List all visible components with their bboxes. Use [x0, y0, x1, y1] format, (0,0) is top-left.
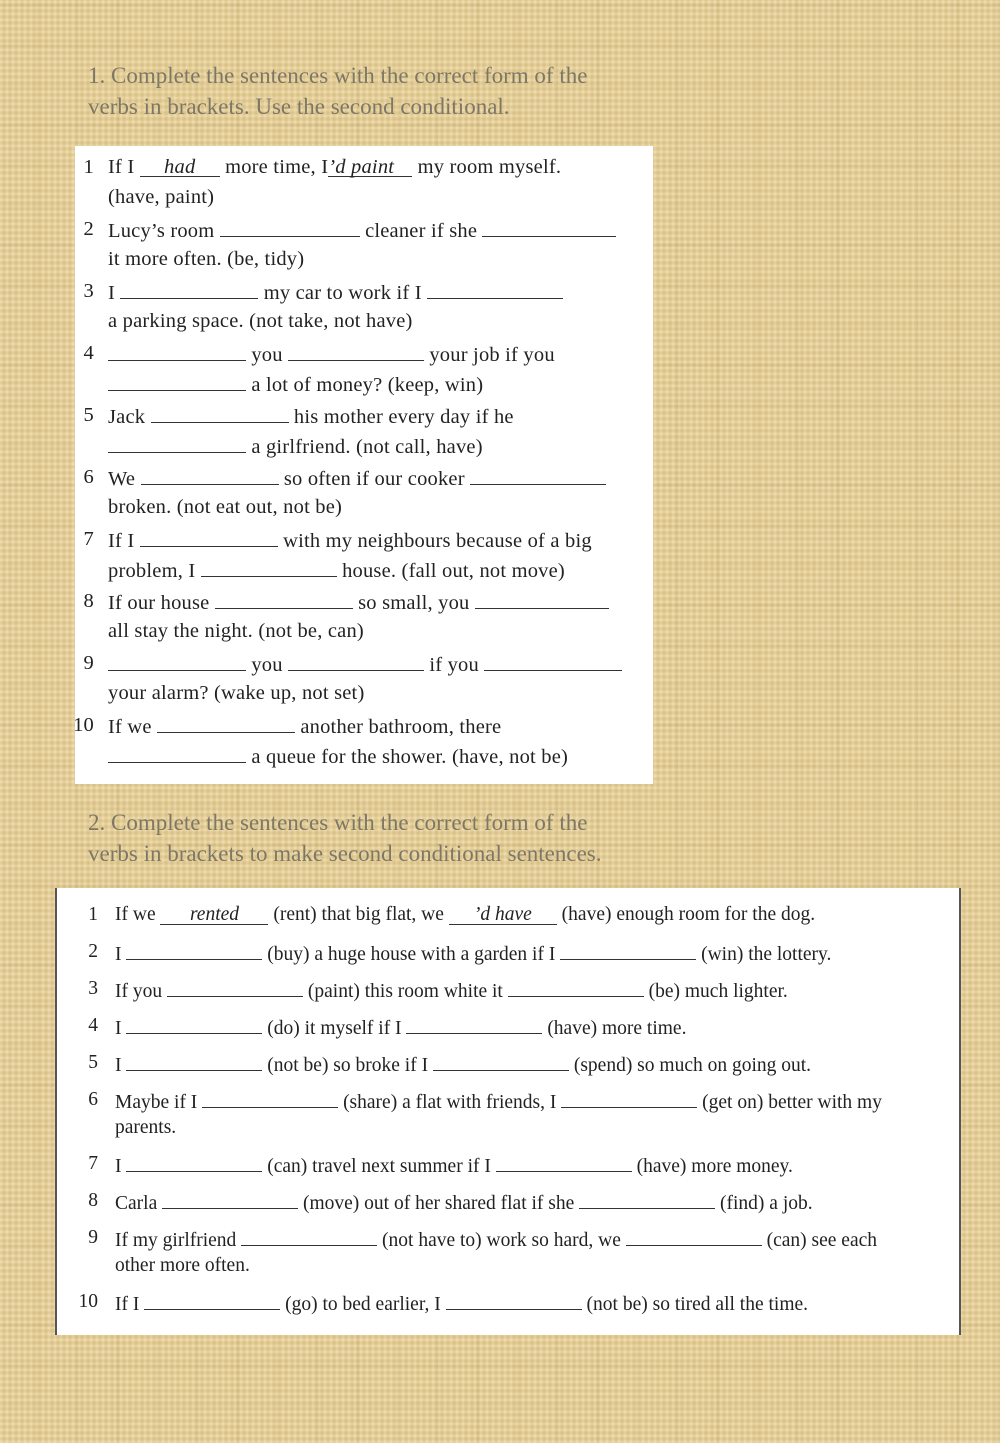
item-line1	[115, 1052, 811, 1077]
item-text: If our house	[108, 592, 210, 614]
answer-blank[interactable]	[446, 1291, 582, 1310]
item-text: (find) a job.	[720, 1193, 813, 1214]
exercise1-box	[75, 146, 653, 784]
item-line1	[108, 404, 514, 429]
answer-blank[interactable]: ’d paint	[328, 158, 412, 177]
item-text: another bathroom, there	[300, 716, 502, 738]
item-number: 8	[83, 590, 94, 612]
item-line1	[108, 342, 555, 367]
item-text: cleaner if she	[365, 220, 478, 242]
item-number: 7	[88, 1153, 98, 1174]
item-text: you	[251, 344, 283, 366]
exercise2-instruction-line1: 2. Complete the sentences with the correct form of the	[88, 810, 588, 835]
answer-blank[interactable]: ’d have	[449, 906, 557, 925]
item-text: (paint) this room white it	[307, 981, 503, 1002]
item-text: Lucy’s room	[108, 220, 215, 242]
item-text: I	[115, 1055, 122, 1076]
item-text: If I	[108, 156, 135, 178]
item-line1	[115, 1190, 813, 1215]
item-text: (get on) better with my	[702, 1092, 882, 1113]
answer-blank[interactable]	[108, 342, 246, 361]
answer-blank[interactable]	[482, 218, 616, 237]
exercise1-instruction-line2: verbs in brackets. Use the second conditional.	[88, 94, 510, 119]
item-text: a lot of money? (keep, win)	[251, 374, 484, 396]
item-text: (do) it myself if I	[267, 1018, 402, 1039]
item-line1	[115, 941, 831, 966]
answer-blank[interactable]	[141, 466, 279, 485]
item-number: 3	[88, 978, 98, 999]
item-line2: broken. (not eat out, not be)	[108, 496, 343, 518]
item-text: (not have to) work so hard, we	[382, 1230, 621, 1251]
item-line2	[108, 558, 565, 583]
item-text: (can) travel next summer if I	[267, 1156, 491, 1177]
item-text: my room myself.	[417, 156, 562, 178]
answer-blank[interactable]	[579, 1190, 715, 1209]
item-number: 1	[83, 156, 94, 178]
item-line1	[108, 280, 563, 305]
item-number: 2	[88, 941, 98, 962]
item-text: (share) a flat with friends, I	[343, 1092, 557, 1113]
answer-blank[interactable]	[406, 1015, 542, 1034]
answer-blank[interactable]	[108, 434, 246, 453]
item-text: (be) much lighter.	[648, 981, 788, 1002]
answer-blank[interactable]	[560, 941, 696, 960]
item-line1	[115, 978, 788, 1003]
item-number: 5	[83, 404, 94, 426]
item-text: (go) to bed earlier, I	[285, 1294, 441, 1315]
item-text: If I	[108, 530, 135, 552]
item-number: 6	[88, 1089, 98, 1110]
item-number: 4	[88, 1015, 98, 1036]
item-text: so often if our cooker	[283, 468, 465, 490]
exercise1-instruction-line1: 1. Complete the sentences with the correct form of the	[88, 63, 588, 88]
item-line1	[108, 218, 616, 243]
answer-blank[interactable]	[140, 528, 278, 547]
item-number: 10	[78, 1291, 98, 1312]
item-text: If we	[108, 716, 152, 738]
answer-blank[interactable]	[120, 280, 258, 299]
answer-blank[interactable]	[288, 342, 424, 361]
answer-blank[interactable]	[496, 1153, 632, 1172]
item-text: If I	[115, 1294, 140, 1315]
answer-blank[interactable]	[470, 466, 606, 485]
item-line2: it more often. (be, tidy)	[108, 248, 305, 270]
answer-blank[interactable]	[433, 1052, 569, 1071]
answer-blank[interactable]	[220, 218, 360, 237]
exercise2-instruction	[88, 807, 708, 869]
answer-blank[interactable]	[241, 1227, 377, 1246]
item-text: my car to work if I	[263, 282, 422, 304]
answer-blank[interactable]	[626, 1227, 762, 1246]
answer-blank[interactable]	[126, 1015, 262, 1034]
item-text: Jack	[108, 406, 146, 428]
item-text: (have) more time.	[547, 1018, 687, 1039]
item-text: I	[115, 944, 122, 965]
item-line2: all stay the night. (not be, can)	[108, 620, 364, 642]
item-line1	[115, 1153, 793, 1178]
item-line1	[108, 528, 592, 553]
item-line2: other more often.	[115, 1255, 250, 1276]
item-number: 6	[83, 466, 94, 488]
item-text: if you	[429, 654, 479, 676]
answer-blank[interactable]	[151, 404, 289, 423]
answer-blank[interactable]	[108, 744, 246, 763]
item-text: problem, I	[108, 560, 196, 582]
item-line2: (have, paint)	[108, 186, 215, 208]
item-number: 9	[88, 1227, 98, 1248]
answer-blank[interactable]	[157, 714, 295, 733]
item-line1	[108, 590, 609, 615]
item-text: I	[115, 1018, 122, 1039]
item-number: 10	[73, 714, 94, 736]
answer-blank[interactable]	[201, 558, 337, 577]
item-line2: parents.	[115, 1117, 177, 1138]
item-line1	[108, 714, 501, 739]
answer-blank[interactable]	[475, 590, 609, 609]
item-text: If you	[115, 981, 163, 1002]
item-number: 7	[83, 528, 94, 550]
answer-blank[interactable]	[108, 372, 246, 391]
answer-blank[interactable]	[561, 1089, 697, 1108]
answer-blank[interactable]: had	[140, 158, 220, 177]
item-text: (have) enough room for the dog.	[561, 904, 816, 925]
item-line2	[108, 434, 483, 459]
answer-blank[interactable]	[108, 652, 246, 671]
answer-blank[interactable]	[126, 941, 262, 960]
item-text: a girlfriend. (not call, have)	[251, 436, 483, 458]
item-line1	[108, 652, 622, 677]
item-number: 9	[83, 652, 94, 674]
item-text: with my neighbours because of a big	[283, 530, 592, 552]
answer-blank[interactable]	[167, 978, 303, 997]
answer-blank[interactable]	[484, 652, 622, 671]
answer-blank[interactable]	[427, 280, 563, 299]
item-text: (buy) a huge house with a garden if I	[267, 944, 556, 965]
item-text: I	[108, 282, 116, 304]
answer-blank[interactable]	[126, 1052, 262, 1071]
answer-blank[interactable]	[162, 1190, 298, 1209]
item-line2: your alarm? (wake up, not set)	[108, 682, 365, 704]
item-text: (rent) that big flat, we	[273, 904, 444, 925]
item-text: his mother every day if he	[293, 406, 514, 428]
item-text: Carla	[115, 1193, 158, 1214]
item-line1	[115, 1015, 686, 1040]
answer-blank[interactable]	[508, 978, 644, 997]
item-line1	[115, 1227, 877, 1252]
item-number: 2	[83, 218, 94, 240]
item-line1	[115, 904, 815, 926]
answer-blank[interactable]: rented	[160, 906, 268, 925]
item-line1	[115, 1291, 808, 1316]
item-text: so small, you	[358, 592, 470, 614]
item-line1	[108, 156, 561, 179]
answer-blank[interactable]	[144, 1291, 280, 1310]
item-text: If we	[115, 904, 156, 925]
item-text: (move) out of her shared flat if she	[302, 1193, 575, 1214]
answer-blank[interactable]	[126, 1153, 262, 1172]
item-text: I	[115, 1156, 122, 1177]
item-text: house. (fall out, not move)	[342, 560, 565, 582]
item-text: (not be) so tired all the time.	[586, 1294, 809, 1315]
item-text: you	[251, 654, 283, 676]
item-text: (not be) so broke if I	[267, 1055, 429, 1076]
answer-blank[interactable]	[215, 590, 353, 609]
item-line1	[108, 466, 606, 491]
item-number: 3	[83, 280, 94, 302]
item-line2: a parking space. (not take, not have)	[108, 310, 413, 332]
item-number: 1	[88, 904, 98, 925]
item-text: We	[108, 468, 136, 490]
exercise2-box	[55, 888, 961, 1335]
item-text: If my girlfriend	[115, 1230, 237, 1251]
item-line1	[115, 1089, 882, 1114]
item-text: Maybe if I	[115, 1092, 198, 1113]
item-line2	[108, 744, 568, 769]
item-text: a queue for the shower. (have, not be)	[251, 746, 569, 768]
item-text: (win) the lottery.	[701, 944, 832, 965]
item-text: your job if you	[429, 344, 555, 366]
item-text: more time, I	[225, 156, 329, 178]
answer-blank[interactable]	[202, 1089, 338, 1108]
exercise1-instruction	[88, 60, 708, 122]
answer-blank[interactable]	[288, 652, 424, 671]
item-number: 5	[88, 1052, 98, 1073]
item-number: 4	[83, 342, 94, 364]
item-number: 8	[88, 1190, 98, 1211]
item-line2	[108, 372, 483, 397]
item-text: (can) see each	[766, 1230, 878, 1251]
item-text: (have) more money.	[636, 1156, 793, 1177]
item-text: (spend) so much on going out.	[573, 1055, 812, 1076]
exercise2-instruction-line2: verbs in brackets to make second conditional sentences.	[88, 841, 602, 866]
